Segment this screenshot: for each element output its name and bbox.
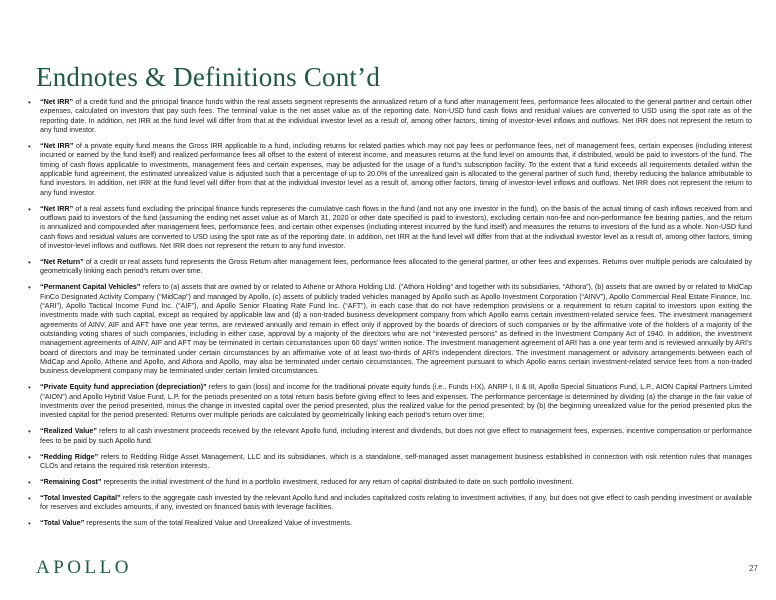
definition-item (28, 383, 752, 420)
definition-text: of a credit fund and the principal finance funds within the real assets segment represents the annualized return of a fund after management fees, performance fees allocated to the general partner and certain other expenses, calculated on investors that pay such fees. The terminal value is the net asset value as of the reporting date. Non-USD fund cash flows and residual values are converted to USD using the spot rate as of the reporting date. In addition, net IRR at the fund level will differ from that at the individual investor level as a result of, among other factors, timing of investor-level inflows and outflows. Net IRR does not represent the return to any fund investor. (40, 98, 752, 135)
definition-term: “Total Value” (40, 519, 85, 527)
definition-term: “Net IRR” (40, 141, 74, 150)
page-number: 27 (749, 564, 758, 573)
definition-term: “Net Return” (40, 257, 84, 266)
page-title: Endnotes & Definitions Cont’d (36, 62, 381, 92)
definition-text: refers to the aggregate cash invested by the relevant Apollo fund and includes capitalized costs relating to investment activities, if any, but does not give effect to cash pending investment or available for reserves and excludes amounts, if any, invested on financed basis with leverage facilities. (40, 493, 752, 512)
definition-item (28, 98, 752, 135)
definition-item (28, 283, 752, 376)
definition-term: “Redding Ridge” (40, 452, 99, 461)
definition-text: refers to Redding Ridge Asset Management, LLC and its subsidiaries, which is a standalone, self-managed asset management business established in connection with risk retention rules that manages CLOs and retains the required risk retention interests. (40, 452, 752, 470)
definition-term: “Realized Value” (40, 427, 97, 436)
definition-text: refers to (a) assets that are owned by or related to Athene or Athora Holding Ltd. (“Athora Holding” and together with its subsidiaries, “Athora”), (b) assets that are owned by or related to MidCap FinCo Designated Activity Company (“MidCap”) and managed by Apollo, (c) assets of publicly traded vehicles managed by Apollo such as Apollo Investment Corporation (“AINV”), Apollo Commercial Real Estate Finance, Inc. (“ARI”), Apollo Tactical Income Fund Inc. (“AIF”), and Apollo Senior Floating Rate Fund Inc. (“AFT”), in each case that do not have redemption provisions or a requirement to return capital to investors upon exiting the investments made with such capital, except as required by applicable law and (d) a non-traded business development company from which Apollo earns certain investment-related service fees. The investment management agreements of AINV, AIF and AFT have one year terms, are reviewed annually and remain in effect only if approved by the boards of directors of such companies or by the affirmative vote of the holders of a majority of the outstanding voting shares of such companies, including in either case, approval by a majority of the directors who are not “interested persons” as defined in the Investment Company Act of 1940. In addition, the investment management agreements of AINV, AIF and AFT may be terminated in certain circumstances upon 60 days’ written notice. The investment management agreement of ARI has a one year term and is reviewed annually by ARI’s board of directors and may be terminated under certain circumstances by an affirmative vote of at least two-thirds of ARI’s independent directors. The investment management or advisory arrangements between each of MidCap and Apollo, Athene and Apollo, and Athora and Apollo, may also be terminated under certain circumstances. The agreement pursuant to which Apollo earns certain investment-related service fees from a non-traded business development company may be terminated under certain limited circumstances. (40, 283, 752, 376)
definition-item (28, 453, 752, 472)
definition-text: refers to all cash investment proceeds received by the relevant Apollo fund, including interest and dividends, but does not give effect to management fees, expenses, incentive compensation or performance fees to be paid by such Apollo fund. (40, 427, 752, 445)
definition-text: represents the initial investment of the fund in a portfolio investment, reduced for any return of capital distributed to date on such portfolio investment. (101, 477, 574, 486)
definition-text: of a private equity fund means the Gross IRR applicable to a fund, including returns for related parties which may not pay fees or performance fees, net of management fees, certain expenses (including interest incurred or earned by the fund itself) and realized performance fees all offset to the extent of interest income, and measures returns at the fund level on amounts that, if distributed, would be paid to investors of the fund. The timing of cash flows applicable to investments, management fees and certain expenses, may be adjusted for the usage of a fund’s subscription facility. To the extent that a fund exceeds all requirements detailed within the applicable fund agreement, the estimated unrealized value is adjusted such that a percentage of up to 20.0% of the unrealized gain is allocated to the general partner of such fund, thereby reducing the balance attributable to fund investors. In addition, net IRR at the fund level will differ from that at the individual investor level as a result of, among other factors, timing of investor-level inflows and outflows. Net IRR does not represent the return to any fund investor. (40, 141, 752, 197)
definition-term: “Permanent Capital Vehicles” (40, 283, 141, 292)
definition-item (28, 142, 752, 198)
definition-item (28, 494, 752, 513)
definition-item (28, 258, 752, 277)
definition-term: “Private Equity fund appreciation (depreciation)” (40, 383, 207, 392)
definition-item (28, 205, 752, 252)
apollo-logo: APOLLO (36, 557, 132, 578)
definitions-list (28, 98, 752, 535)
definition-text: refers to gain (loss) and income for the traditional private equity funds (i.e., Funds I-IX), ANRP I, II & III, Apollo Special Situations Fund, L.P., AION Capital Partners Limited (“AION”) and Apollo Hybrid Value Fund, L.P. for the periods presented on a total return basis before giving effect to fees and expenses. The performance percentage is determined by dividing (a) the change in the fair value of investments over the period presented, minus the change in invested capital over the period presented, plus the realized value for the period presented; by (b) the beginning unrealized value for the period presented plus the invested capital for the period presented. Returns over multiple periods are calculated by geometrically linking each period’s return over time; (40, 383, 752, 420)
definition-item (28, 478, 752, 487)
definition-text: represents the sum of the total Realized Value and Unrealized Value of investments. (84, 519, 352, 527)
definition-term: “Net IRR” (40, 204, 74, 213)
definition-text: of a real assets fund excluding the principal finance funds represents the cumulative cash flows in the fund (and not any one investor in the fund), on the basis of the actual timing of cash inflows received from and outflows paid to investors of the fund (assuming the ending net asset value as of March 31, 2020 or other date specified is paid to investors), excluding certain non-fee and non-performance fee bearing parties, and the return is annualized and compounded after management fees, performance fees, and certain other expenses (including interest incurred by the fund itself) and measures the returns to investors of the fund as a whole. Non-USD fund cash flows and residual values are converted to USD using the spot rate as of the reporting date. In addition, net IRR at the fund level will differ from that at the individual investor level as a result of, among other factors, timing of investor-level inflows and outflows. Net IRR does not represent the return to any fund investor. (40, 204, 752, 250)
definition-text: of a credit or real assets fund represents the Gross Return after management fees, performance fees allocated to the general partner, or other fees and expenses. Returns over multiple periods are calculated by geometrically linking each period’s return over time. (40, 257, 753, 276)
definition-item (28, 427, 752, 446)
definition-term: “Remaining Cost” (40, 477, 102, 486)
definition-term: “Net IRR” (40, 98, 74, 106)
definition-item (28, 519, 752, 528)
definition-term: “Total Invested Capital” (40, 493, 121, 502)
